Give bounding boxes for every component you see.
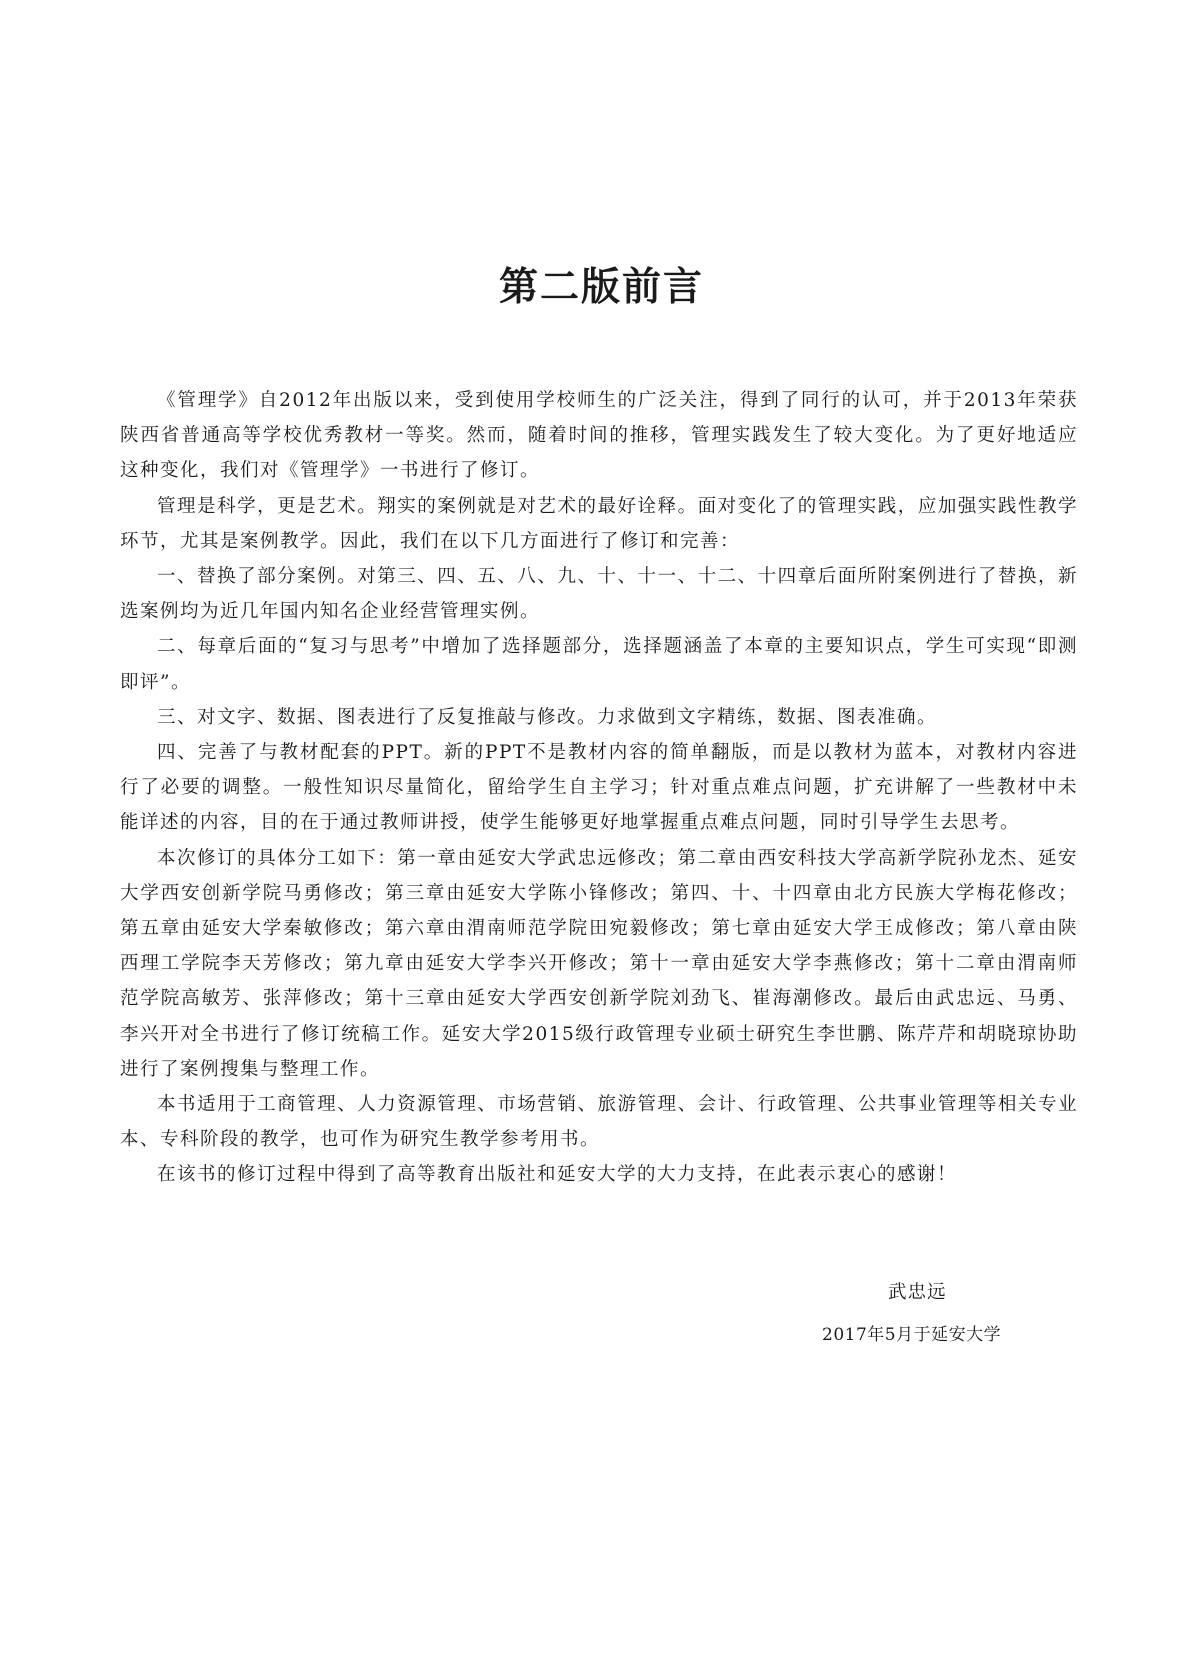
preface-body bbox=[120, 383, 1078, 1193]
paragraph-management-art: 管理是科学，更是艺术。翔实的案例就是对艺术的最好诠释。面对变化了的管理实践，应加强实践性教学环节，尤其是案例教学。因此，我们在以下几方面进行了修订和完善： bbox=[120, 495, 1078, 552]
author-signature: 武忠远 bbox=[888, 1282, 947, 1303]
paragraph-division-of-work: 本次修订的具体分工如下：第一章由延安大学武忠远修改；第二章由西安科技大学高新学院孙龙杰、延安大学西安创新学院马勇修改；第三章由延安大学陈小锋修改；第四、十、十四章由北方民族大学梅花修改；第五章由延安大学秦敏修改；第六章由渭南师范学院田宛毅修改；第七章由延安大学王成修改；第八章由陕西理工学院李天芳修改；第九章由延安大学李兴开修改；第十一章由延安大学李燕修改；第十二章由渭南师范学院高敏芳、张萍修改；第十三章由延安大学西安创新学院刘劲飞、崔海潮修改。最后由武忠远、马勇、李兴开对全书进行了修订统稿工作。延安大学2015级行政管理专业硕士研究生李世鹏、陈芹芹和胡晓琼协助进行了案例搜集与整理工作。 bbox=[120, 847, 1078, 1080]
paragraph-item-4: 四、完善了与教材配套的PPT。新的PPT不是教材内容的简单翻版，而是以教材为蓝本，对教材内容进行了必要的调整。一般性知识尽量简化，留给学生自主学习；针对重点难点问题，扩充讲解了一些教材中未能详述的内容，目的在于通过教师讲授，使学生能够更好地掌握重点难点问题，同时引导学生去思考。 bbox=[120, 742, 1078, 834]
paragraph-intro: 《管理学》自2012年出版以来，受到使用学校师生的广泛关注，得到了同行的认可，并于2013年荣获陕西省普通高等学校优秀教材一等奖。然而，随着时间的推移，管理实践发生了较大变化。为了更好地适应这种变化，我们对《管理学》一书进行了修订。 bbox=[120, 390, 1078, 482]
paragraph-item-3: 三、对文字、数据、图表进行了反复推敲与修改。力求做到文字精练，数据、图表准确。 bbox=[157, 706, 938, 728]
date-place-line: 2017年5月于延安大学 bbox=[822, 1325, 1002, 1345]
paragraph-item-2: 二、每章后面的“复习与思考”中增加了选择题部分，选择题涵盖了本章的主要知识点，学生可实现“即测即评”。 bbox=[120, 636, 1078, 693]
paragraph-applicability: 本书适用于工商管理、人力资源管理、市场营销、旅游管理、会计、行政管理、公共事业管理等相关专业本、专科阶段的教学，也可作为研究生教学参考用书。 bbox=[120, 1094, 1078, 1151]
page-title: 第二版前言 bbox=[498, 265, 704, 310]
paragraph-acknowledgement: 在该书的修订过程中得到了高等教育出版社和延安大学的大力支持，在此表示衷心的感谢！ bbox=[157, 1164, 958, 1186]
paragraph-item-1: 一、替换了部分案例。对第三、四、五、八、九、十、十一、十二、十四章后面所附案例进行了替换，新选案例均为近几年国内知名企业经营管理实例。 bbox=[120, 566, 1078, 623]
